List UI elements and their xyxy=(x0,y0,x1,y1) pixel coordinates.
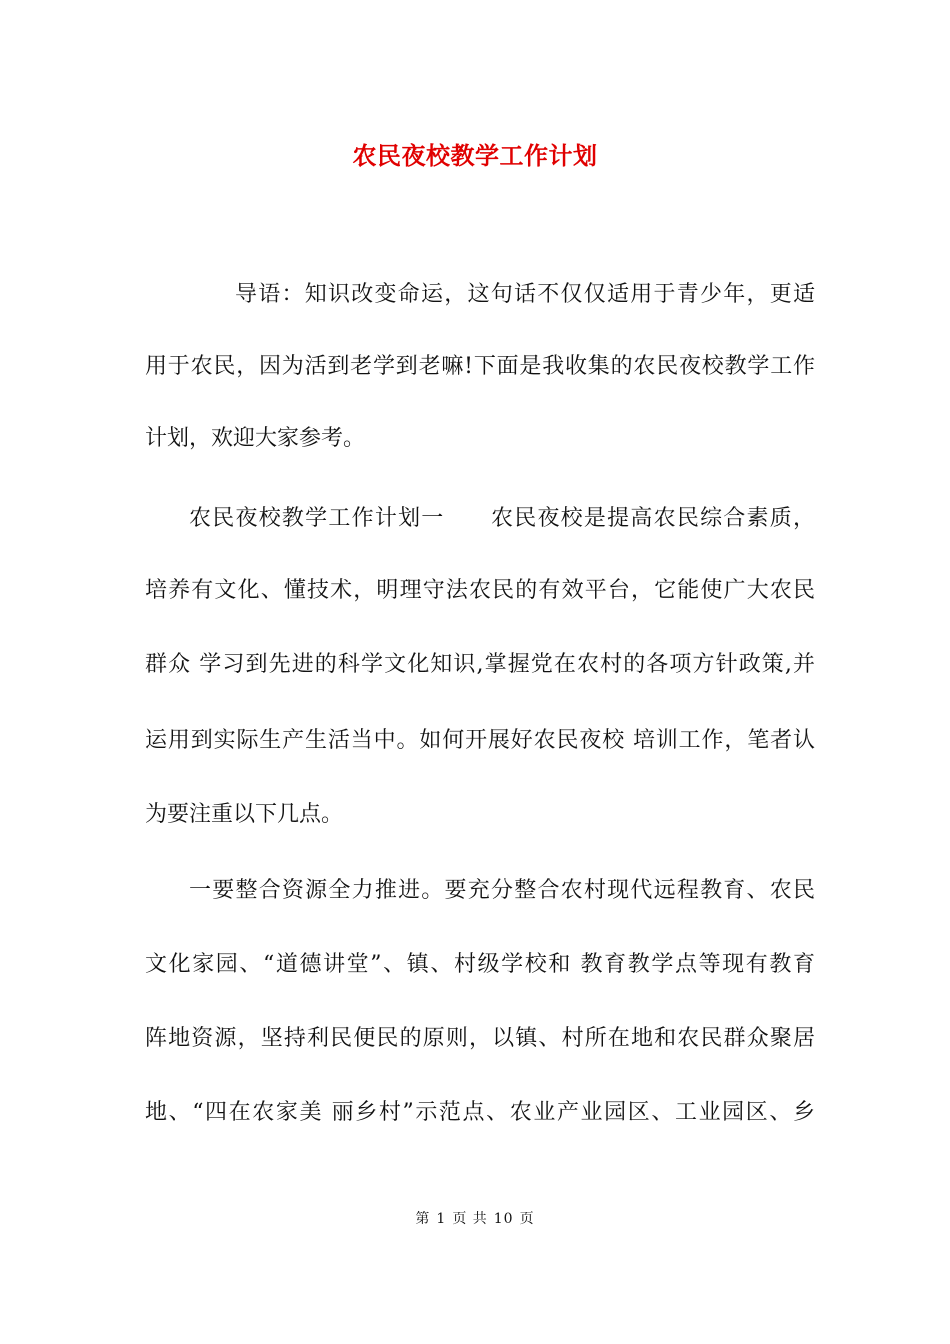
footer-prefix: 第 xyxy=(415,1211,431,1227)
text-line: 用于农民，因为活到老学到老嘛!下面是我收集的农民夜校教学工作 xyxy=(145,354,815,379)
text-line: 导语：知识改变命运，这句话不仅仅适用于青少年，更适 xyxy=(235,282,815,307)
footer-total: 10 xyxy=(493,1211,514,1227)
text-line: 一要整合资源全力推进。要充分整合农村现代远程教育、农民 xyxy=(189,878,815,903)
footer-middle: 页 共 xyxy=(452,1211,488,1227)
text-line: 农民夜校教学工作计划一 农民夜校是提高农民综合素质， xyxy=(189,506,815,531)
text-line: 阵地资源，坚持利民便民的原则，以镇、村所在地和农民群众聚居 xyxy=(145,1026,815,1051)
footer-suffix: 页 xyxy=(519,1211,535,1227)
text-line: 群众 学习到先进的科学文化知识,掌握党在农村的各项方针政策,并 xyxy=(145,652,815,677)
text-line: 运用到实际生产生活当中。如何开展好农民夜校 培训工作，笔者认 xyxy=(145,728,815,753)
text-line: 地、“四在农家美 丽乡村”示范点、农业产业园区、工业园区、乡 xyxy=(145,1100,815,1125)
text-line: 文化家园、“道德讲堂”、镇、村级学校和 教育教学点等现有教育 xyxy=(145,952,815,977)
text-line: 计划，欢迎大家参考。 xyxy=(145,426,366,451)
page-number-footer xyxy=(0,1208,950,1228)
text-line: 培养有文化、懂技术，明理守法农民的有效平台，它能使广大农民 xyxy=(145,578,815,603)
footer-page: 1 xyxy=(436,1211,447,1227)
document-title: 农民夜校教学工作计划 xyxy=(352,141,598,170)
text-line: 为要注重以下几点。 xyxy=(145,802,344,827)
